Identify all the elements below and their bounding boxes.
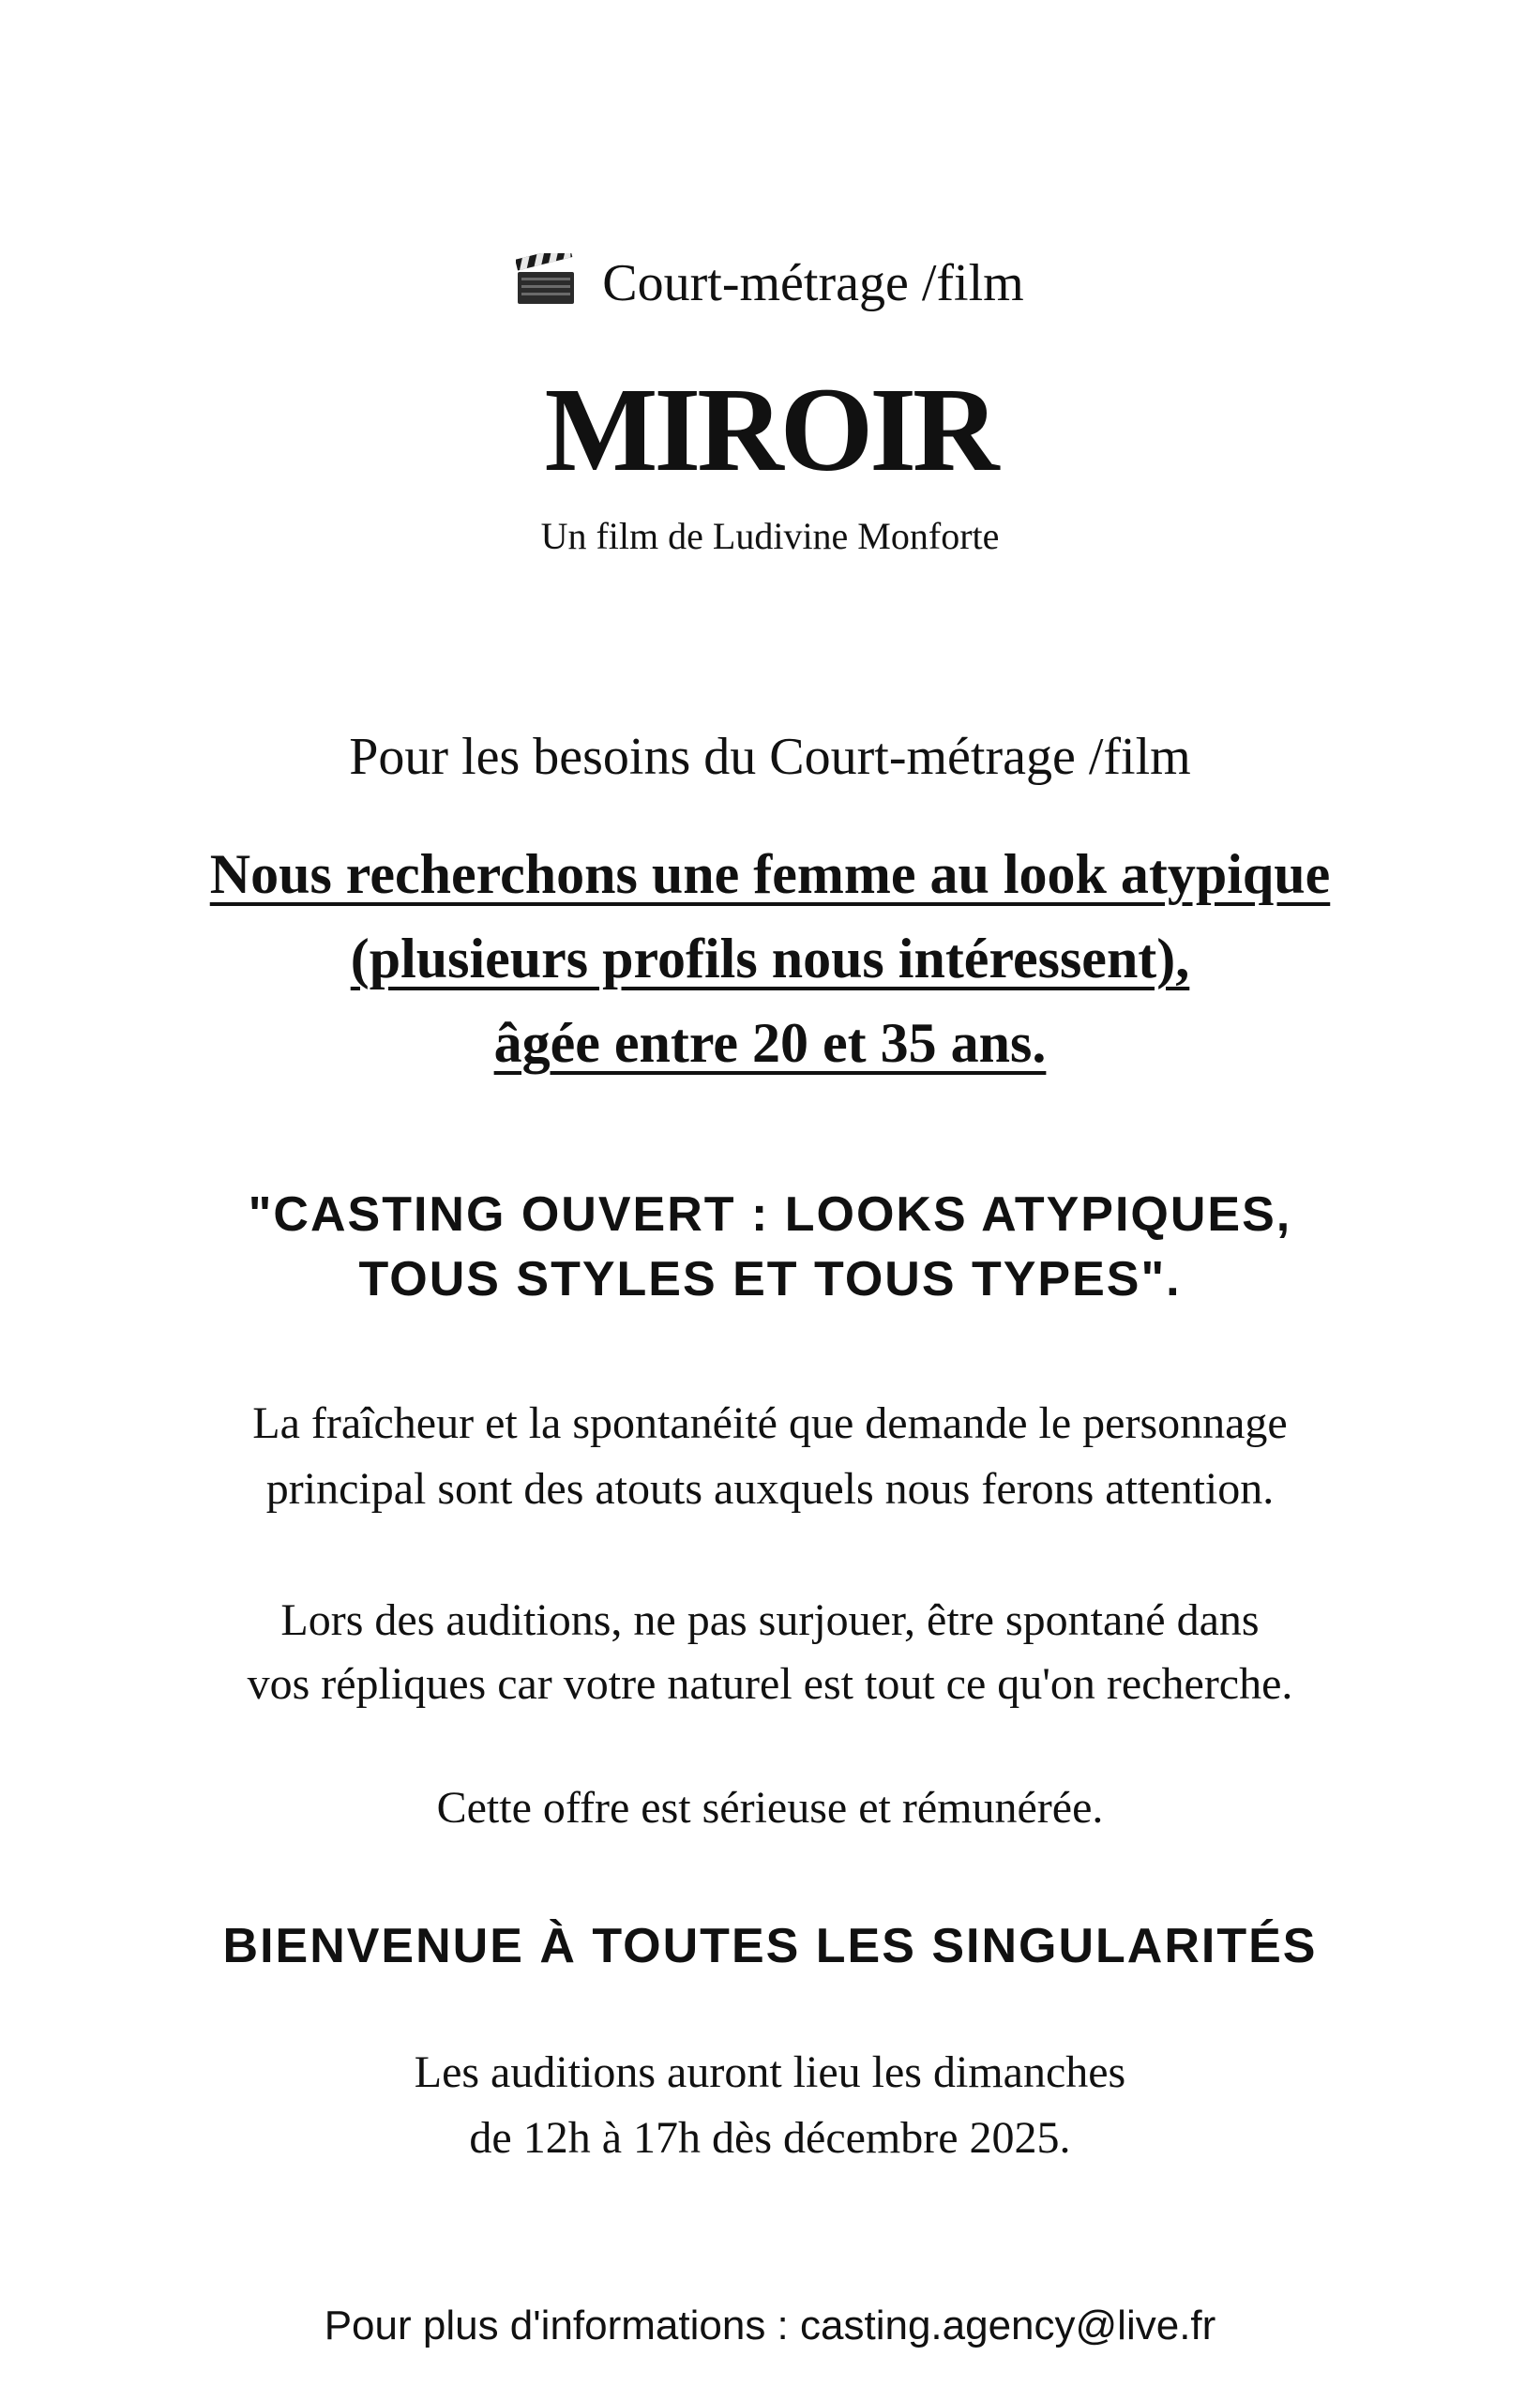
- wanted-line-text: âgée entre 20 et 35 ans.: [493, 1012, 1047, 1074]
- casting-line: "CASTING OUVERT : LOOKS ATYPIQUES,: [248, 1187, 1292, 1242]
- welcome-heading: BIENVENUE À TOUTES LES SINGULARITÉS: [222, 1919, 1318, 1973]
- contact-info: Pour plus d'informations : casting.agency@live.fr: [324, 2303, 1216, 2348]
- paragraph-line: Lors des auditions, ne pas surjouer, être spontané dans: [280, 1595, 1260, 1645]
- paragraph-line: principal sont des atouts auxquels nous ferons attention.: [265, 1464, 1275, 1514]
- wanted-line: [0, 927, 1540, 991]
- header-label: Court-métrage /film: [602, 254, 1024, 312]
- wanted-line-text: (plusieurs profils nous intéressent),: [350, 928, 1190, 989]
- wanted-line: [0, 842, 1540, 907]
- wanted-line-text: Nous recherchons une femme au look atypique: [209, 843, 1331, 905]
- wanted-line: [0, 1011, 1540, 1076]
- audition-line: de 12h à 17h dès décembre 2025.: [469, 2113, 1071, 2163]
- audition-line: Les auditions auront lieu les dimanches: [414, 2047, 1126, 2097]
- header: [0, 253, 1540, 313]
- casting-line: TOUS STYLES ET TOUS TYPES".: [358, 1252, 1182, 1306]
- paragraph-line: Cette offre est sérieuse et rémunérée.: [436, 1783, 1104, 1833]
- clapperboard-icon: [516, 253, 576, 306]
- paragraph-line: vos répliques car votre naturel est tout ce qu'on recherche.: [247, 1659, 1293, 1709]
- paragraph-line: La fraîcheur et la spontanéité que demande le personnage: [252, 1398, 1288, 1448]
- intro-text: Pour les besoins du Court-métrage /film: [349, 728, 1191, 786]
- director-credit: Un film de Ludivine Monforte: [540, 515, 1000, 557]
- film-title: MIROIR: [544, 363, 996, 496]
